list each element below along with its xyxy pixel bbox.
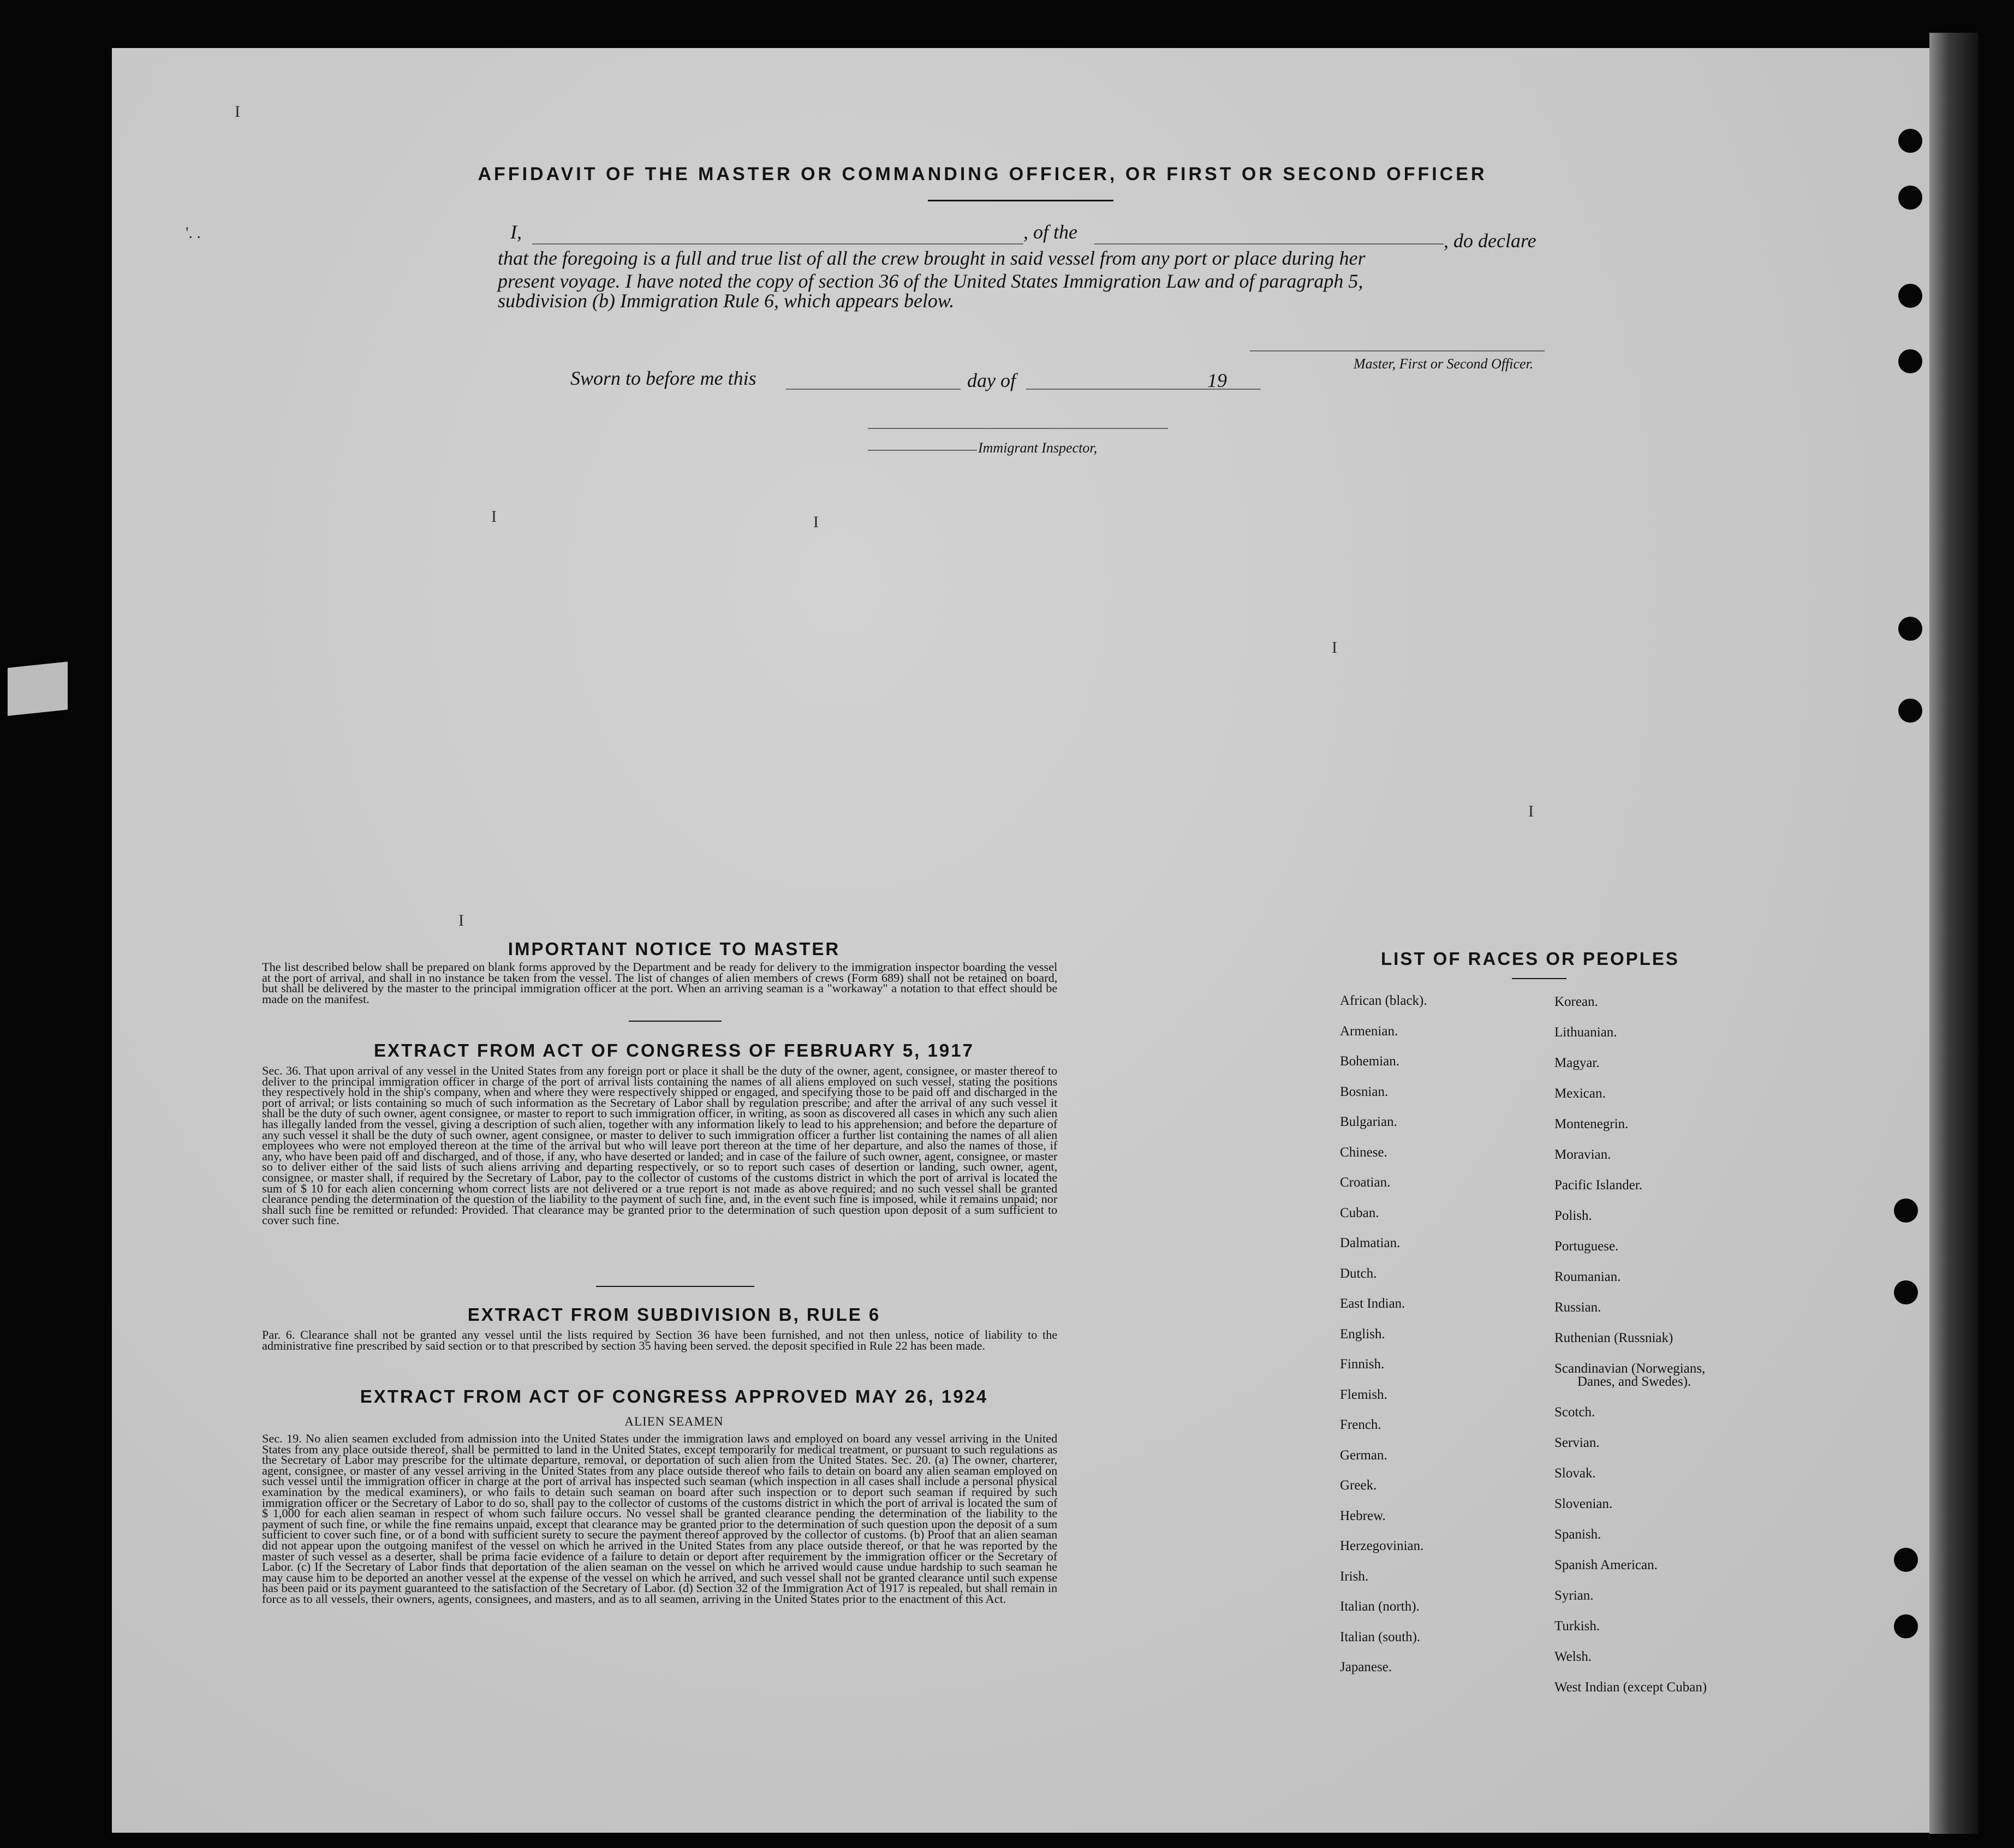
notice-title: IMPORTANT NOTICE TO MASTER <box>508 939 841 959</box>
year-prefix: 19 <box>1207 369 1227 391</box>
race-item: Turkish. <box>1554 1619 1600 1634</box>
race-item: Cuban. <box>1340 1205 1379 1220</box>
vessel-blank-line <box>1094 243 1444 245</box>
race-item: Armenian. <box>1340 1023 1398 1039</box>
binder-hole <box>1898 699 1922 723</box>
affidavit-line-3: present voyage. I have noted the copy of section 36 of the United States Immigration Law and of paragraph 5, <box>498 270 1363 292</box>
race-item: Polish. <box>1554 1208 1592 1223</box>
race-item: English. <box>1340 1326 1385 1342</box>
sworn-label: Sworn to before me this <box>570 367 756 389</box>
extract-1917-title: EXTRACT FROM ACT OF CONGRESS OF FEBRUARY 5, 1917 <box>374 1040 974 1060</box>
race-item: Greek. <box>1340 1478 1377 1493</box>
race-item: Italian (south). <box>1340 1629 1421 1644</box>
race-item: Chinese. <box>1340 1144 1387 1160</box>
affidavit-do-declare: , do declare <box>1444 230 1536 252</box>
signature-line <box>1250 350 1545 351</box>
affidavit-line-4: subdivision (b) Immigration Rule 6, which appears below. <box>498 290 955 312</box>
race-item: Montenegrin. <box>1554 1117 1629 1131</box>
inspector-caption: Immigrant Inspector, <box>978 440 1098 456</box>
day-of-label: day of <box>967 369 1016 391</box>
race-item: Spanish American. <box>1554 1558 1658 1572</box>
race-item: Croatian. <box>1340 1175 1391 1190</box>
race-item: African (black). <box>1340 993 1427 1008</box>
race-item: Bosnian. <box>1340 1084 1389 1099</box>
race-item: French. <box>1340 1417 1381 1432</box>
affidavit-line-2: that the foregoing is a full and true list of all the crew brought in said vessel from any port or place during her <box>498 247 1366 269</box>
race-item: Russian. <box>1554 1300 1601 1315</box>
binding-edge <box>1929 33 1979 1834</box>
race-item: Bulgarian. <box>1340 1114 1397 1129</box>
race-item: Hebrew. <box>1340 1508 1386 1523</box>
extract-1924-title: EXTRACT FROM ACT OF CONGRESS APPROVED MAY 26, 1924 <box>360 1386 988 1406</box>
race-item: Herzegovinian. <box>1340 1539 1424 1553</box>
race-item: Syrian. <box>1554 1588 1594 1603</box>
race-item: Dalmatian. <box>1340 1236 1401 1250</box>
extract-rule6-body: Par. 6. Clearance shall not be granted any vessel until the lists required by Section 36 have been furnished, and not then unless, notice of liability to the administrative fine prescribed by said section or to that prescribed by section 35 having been served. the deposit specified in Rule 22 has been made. <box>262 1328 1058 1352</box>
race-item: Bohemian. <box>1340 1054 1400 1069</box>
race-item: Slovak. <box>1554 1466 1596 1481</box>
race-item: Finnish. <box>1340 1357 1385 1372</box>
race-item: Portuguese. <box>1554 1239 1619 1254</box>
race-item: German. <box>1340 1447 1387 1463</box>
binder-hole <box>1894 1199 1918 1223</box>
binder-hole <box>1898 349 1922 373</box>
race-item: Pacific Islander. <box>1554 1178 1643 1193</box>
extract-1917-body: Sec. 36. That upon arrival of any vessel in the United States from any foreign port or place it shall be the duty of the owner, agent, consignee, or master thereof to deliver to the principal immigration officer in charge of the port of arrival lists containing the names of all aliens employed on such vessel, stating the positions they respectively hold in the ship's company, when and where they were respectively shipped or engaged, and specifying those to be paid off and discharged in the port of arrival; or lists containing so much of such information as the Secretary of Labor shall by regulation prescribe; and after the arrival of any such vessel it shall be the duty of such owner, agent consignee, or master to report to such immigration officer, in writing, as soon as discovered all cases in which any such alien has illegally landed from the vessel, giving a description of such alien, together with any information likely to lead to his apprehension; and before the departure of any such vessel it shall be the duty of such owner, agent consignee, or master to deliver to such immigration officer a further list containing the names of all alien employees who were not employed thereon at the time of the arrival but who will leave port thereon at the time of her departure, and also the names of those, if any, who have been paid off and discharged, and of those, if any, who have deserted or landed; and in case of the failure of such owner, agent, consignee, or master so to deliver either of the said lists of such aliens arriving and departing respectively, or so to report such cases of desertion or landing, such owner, agent, consignee, or master shall, if required by the Secretary of Labor, pay to the collector of customs of the customs district in which the port of arrival is located the sum of $ 10 for each alien concerning whom correct lists are not delivered or a true report is not made as above required; and no such vessel shall be granted clearance pending the determination of the question of the liability to the payment of such fine, and, in the event such fine is imposed, while it remains unpaid; nor shall such fine be remitted or refunded: Provided. That clearance may be granted prior to the determination of such question upon deposit of a sum sufficient to cover such fine. <box>262 1064 1058 1227</box>
race-item: Danes, and Swedes). <box>1577 1374 1691 1389</box>
day-blank-line <box>786 389 961 390</box>
binder-hole <box>1894 1548 1918 1572</box>
affidavit-title: AFFIDAVIT OF THE MASTER OR COMMANDING OFFICER, OR FIRST OR SECOND OFFICER <box>478 164 1487 184</box>
name-blank-line <box>532 243 1023 245</box>
race-item: Scotch. <box>1554 1405 1595 1420</box>
notice-body: The list described below shall be prepared on blank forms approved by the Department and be ready for delivery to the immigration inspector boarding the vessel at the port of arrival, and shall in no instance be taken from the vessel. The list of changes of alien members of crews (Form 689) shall not be retained on board, but shall be delivered by the master to the principal immigration officer at the port. When an arriving seaman is a "workaway" a notation to that effect should be made on the manifest. <box>262 960 1058 1006</box>
binder-hole <box>1894 1280 1918 1304</box>
race-item: Irish. <box>1340 1569 1369 1584</box>
race-item: Moravian. <box>1554 1147 1611 1162</box>
race-item: Japanese. <box>1340 1660 1392 1674</box>
races-divider <box>1512 978 1566 979</box>
race-item: Magyar. <box>1554 1056 1600 1070</box>
race-item: Flemish. <box>1340 1387 1387 1402</box>
race-item: Mexican. <box>1554 1086 1606 1101</box>
extract-1917-divider <box>596 1286 754 1287</box>
race-item: Dutch. <box>1340 1266 1377 1281</box>
extract-1924-subtitle: ALIEN SEAMEN <box>624 1415 724 1428</box>
race-item: Italian (north). <box>1340 1599 1420 1614</box>
race-item: Spanish. <box>1554 1527 1601 1542</box>
race-item: Korean. <box>1554 994 1598 1009</box>
paper-tab <box>8 661 68 716</box>
race-item: Welsh. <box>1554 1649 1592 1664</box>
inspector-signature-line <box>868 428 1168 429</box>
inspector-short-line <box>868 450 977 451</box>
race-item: Slovenian. <box>1554 1497 1613 1511</box>
affidavit-of-the: , of the <box>1023 221 1077 243</box>
race-item: East Indian. <box>1340 1296 1405 1311</box>
race-item: Lithuanian. <box>1554 1025 1617 1040</box>
affidavit-i: I, <box>510 221 522 243</box>
race-item: Scandinavian (Norwegians, <box>1554 1361 1706 1376</box>
races-title: LIST OF RACES OR PEOPLES <box>1381 949 1679 969</box>
binder-hole <box>1898 284 1922 308</box>
binder-hole <box>1894 1614 1918 1638</box>
signature-caption: Master, First or Second Officer. <box>1354 356 1534 372</box>
title-underline <box>928 200 1113 201</box>
race-item: West Indian (except Cuban) <box>1554 1680 1707 1695</box>
binder-hole <box>1898 186 1922 210</box>
notice-divider <box>629 1021 722 1022</box>
binder-hole <box>1898 617 1922 641</box>
extract-rule6-title: EXTRACT FROM SUBDIVISION B, RULE 6 <box>467 1304 881 1325</box>
race-item: Ruthenian (Russniak) <box>1554 1331 1673 1345</box>
race-item: Servian. <box>1554 1435 1600 1450</box>
race-item: Roumanian. <box>1554 1269 1621 1284</box>
binder-hole <box>1898 129 1922 153</box>
extract-1924-body: Sec. 19. No alien seamen excluded from admission into the United States under the immigration laws and employed on board any vessel arriving in the United States from any place outside thereof, shall be permitted to land in the United States, except temporarily for medical treatment, or pursuant to such regulations as the Secretary of Labor may prescribe for the ultimate departure, removal, or deportation of such alien from the United States. Sec. 20. (a) The owner, charterer, agent, consignee, or master of any vessel arriving in the United States from any place outside thereof who fails to detain on board any alien seaman employed on such vessel until the immigration officer in charge at the port of arrival has inspected such seaman (which inspection in all cases shall include a personal physical examination by the medical examiners), or who fails to detain such seaman on board after such inspection or to deport such seaman if required by such immigration officer or the Secretary of Labor to do so, shall pay to the collector of customs of the customs district in which the port of arrival is located the sum of $ 1,000 for each alien seaman in respect of whom such failure occurs. No vessel shall be granted clearance pending the determination of the liability to the payment of such fine, or while the fine remains unpaid, except that clearance may be granted prior to the determination of such question upon the deposit of a sum sufficient to cover such fine, or of a bond with sufficient surety to secure the payment thereof approved by the collector of customs. (b) Proof that an alien seaman did not appear upon the outgoing manifest of the vessel on which he arrived in the United States from any place outside thereof, or that he was reported by the master of such vessel as a deserter, shall be prima facie evidence of a failure to detain or deport after requirement by the immigration officer or the Secretary of Labor. (c) If the Secretary of Labor finds that deportation of the alien seaman on the vessel on which he arrived would cause undue hardship to such seaman he may cause him to be deported an another vessel at the expense of the vessel on which he arrived, and such vessel shall not be granted clearance until such expense has been paid or its payment guaranteed to the satisfaction of the Secretary of Labor. (d) Section 32 of the Immigration Act of 1917 is repealed, but shall remain in force as to all vessels, their owners, agents, consignees, and masters, and as to all seamen, arriving in the United States prior to the enactment of this Act. <box>262 1432 1058 1606</box>
